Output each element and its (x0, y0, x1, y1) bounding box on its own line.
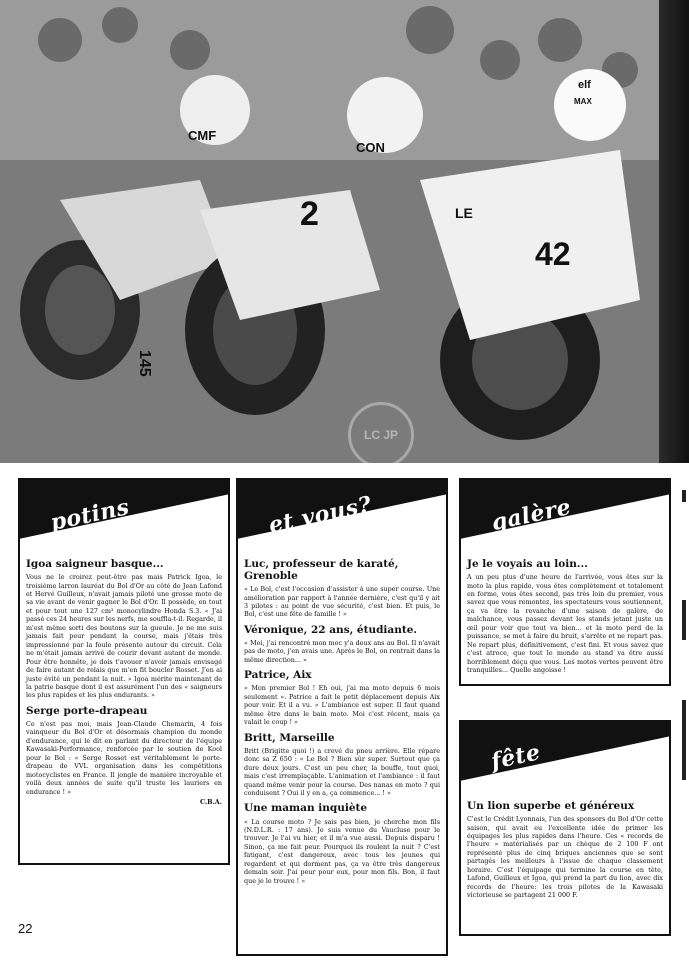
section-tag: fête (488, 739, 543, 775)
edge-mark (682, 490, 686, 502)
item-heading: Igoa saigneur basque... (26, 558, 164, 570)
item-heading: Britt, Marseille (244, 731, 335, 744)
svg-text:42: 42 (535, 236, 571, 272)
item-heading: Serge porte-drapeau (26, 704, 148, 717)
item-text: « La course moto ? Je sais pas bien, je cherche mon fils (N.D.L.R. : 17 ans). Je suis venue du Vaucluse pour le trouver. Je l'ai vu hier, et il m'a vue aussi. Depuis disparu ! Sinon, ça me fait peur. Pourquoi ils roulent la nuit ? C'est fatigant, c'est dangereux, avec tous les jeunes qui regardent et qui dorment pas, ça va être très dangereux demain soir. J'ai peur pour eux, pour mon fils. Bon, il faut que je le trouve ! » (244, 817, 440, 885)
signature: C.B.A. (199, 798, 222, 806)
item-heading: Patrice, Aix (244, 669, 312, 682)
edge-mark (682, 600, 686, 640)
galere-column (459, 478, 671, 686)
item-heading: Luc, professeur de karaté, Grenoble (244, 558, 399, 583)
page-number: 22 (18, 921, 33, 936)
item-heading: Une maman inquiète (244, 802, 368, 815)
section-banner (20, 480, 228, 542)
section-banner (238, 480, 446, 542)
item-text: « Mon premier Bol ! Eh oui, j'ai ma moto depuis 6 mois seulement ». Patrice a fait le petit déplacement depuis Aix pour voir. Et il a vu. « L'ambiance est super. Il faut quand même être dans le bain moto. Moi c'est récent, mais ça valait le coup ! » (244, 684, 440, 727)
svg-text:2: 2 (300, 195, 319, 233)
section-tag: galère (489, 493, 574, 537)
item-text: « Moi, j'ai rencontré mon mec y'a deux ans au Bol. Il n'avait pas de moto, j'en avais une. Après le Bol, on rentrait dans la même direction... » (244, 639, 440, 664)
svg-text:CMF: CMF (188, 128, 217, 143)
svg-text:MAX: MAX (574, 97, 592, 106)
svg-text:elf: elf (578, 79, 591, 91)
item-text: Vous ne le croirez peut-être pas mais Patrick Igoa, le troisième larron lauréat du Bol d'Or au côté de Jean Lafond et Hervé Guilleux, n'avait jamais piloté une grosse moto de sa vie avant de venir gagner le Bol d'Or. Il possède, en tout et pour tout une 127 cm³ monocylindre Honda S.3. « J'ai passé ces 24 heures sur les nerfs, me souffla-t-il. Regarde, il m'est même sorti des boutons sur la gueule. Je ne me suis jamais fait peur pendant la course, mais j'étais très impressionné par la foule présente autour du circuit. Cela ne m'était jamais arrivé de courir devant autant de monde. Pour être honnête, je dois t'avouer n'avoir jamais envisagé de faire autant de relais que m'en fit boucler Rosset. J'en ai juste évité un pendant la nuit. » Igoa mérite maintenant de la patrie basque dont il est assurément l'un des « saigneurs les plus rapides et les plus endurants. » (26, 573, 222, 700)
item-heading: Un lion superbe et généreux (467, 800, 635, 812)
section-tag: potins (48, 493, 132, 537)
svg-text:LE: LE (455, 205, 473, 221)
svg-text:CON: CON (356, 140, 385, 155)
item-text: Ce n'est pas moi, mais Jean-Claude Chemarin, 4 fois vainqueur du Bol d'Or et désormais champion du monde d'endurance, qui le dit en parlant du directeur de l'équipe Kawasaki-Performance, renforcée par le soutien de Kool pour le Bol : « Serge Rosset est véritablement le porte-drapeau de VVL organisation dans les compétitions motocyclistes en France. Il jongle de manière incroyable et voilà deux années de suite qu'il truste les lauriers en endurance ! » (26, 719, 222, 796)
section-banner (461, 722, 669, 784)
item-heading: Je le voyais au loin... (467, 558, 588, 570)
fete-column (459, 720, 671, 936)
potins-column (18, 478, 230, 865)
section-tag: et vous? (266, 491, 375, 539)
etvous-column (236, 478, 448, 956)
svg-text:145: 145 (136, 350, 153, 377)
race-photo (0, 0, 659, 463)
item-text: C'est le Crédit Lyonnais, l'un des sponsors du Bol d'Or cette saison, qui avait eu l'excellente idée de primer les équipages les plus rapides dans l'heure. Ces « records de l'heure » matérialisés par un chèque de 2 100 F ont représenté plus de cinq briques anciennes que se sont partagés les meilleurs à l'issue de chaque classement horaire. C'est l'équipage qui termine la course en tête, Lafond, Guilleux et Igoa, qui prend la part du lion, avec dix records de l'heure: les trois pilotes de la Kawasaki victorieuse se partagent 21 000 F. (467, 815, 663, 900)
adjacent-page-edge (659, 0, 689, 463)
section-banner (461, 480, 669, 542)
item-text: Britt (Brigitte quoi !) a crevé du pneu arrière. Elle répare donc sa Z 650 : « Le Bol ? Bien sûr super. Surtout que ça dure deux jours. C'est un peu cher, la bouffe, tout quoi, mais c'est irremplaçable. L'animation et l'ambiance : il faut quand même venir pour la course. Des nanas en moto ? qui conduisent ? Oui il y en a, ça commence... ! » (244, 746, 440, 798)
edge-mark (682, 700, 686, 780)
watermark: LC JP (348, 402, 414, 463)
item-heading: Véronique, 22 ans, étudiante. (244, 623, 418, 636)
item-text: « Le Bol, c'est l'occasion d'assister à une super course. Une amélioration par rapport à l'année dernière, c'est qu'il y ait 3 pilotes : au point de vue sécurité, c'est bien. Et puis, le Bol, c'est une fête de famille ! » (244, 585, 440, 619)
motorcycle-race-illustration (0, 0, 659, 463)
item-text: A un peu plus d'une heure de l'arrivée, vous êtes sur la moto la plus rapide, vous êtes complètement et totalement en forme, vous êtes second, pas très loin du premier, vous savez que vous remontez, les spectateurs vous soutiennent, ça va être la revanche d'une saison de galère, de malchance, vous passez devant les stands jetant juste un œil pour voir que tout va bien... et la moto perd de la puissance, se met à faire du bruit, s'arrête et ne repart pas. Ne repart plus, définitivement, c'est fini. Et vous savez que c'est atroce, que tout le monde au stand va être aussi horriblement déçu que vous. Les motos vertes peuvent être tranquilles... Quelle angoisse ! (467, 573, 663, 675)
